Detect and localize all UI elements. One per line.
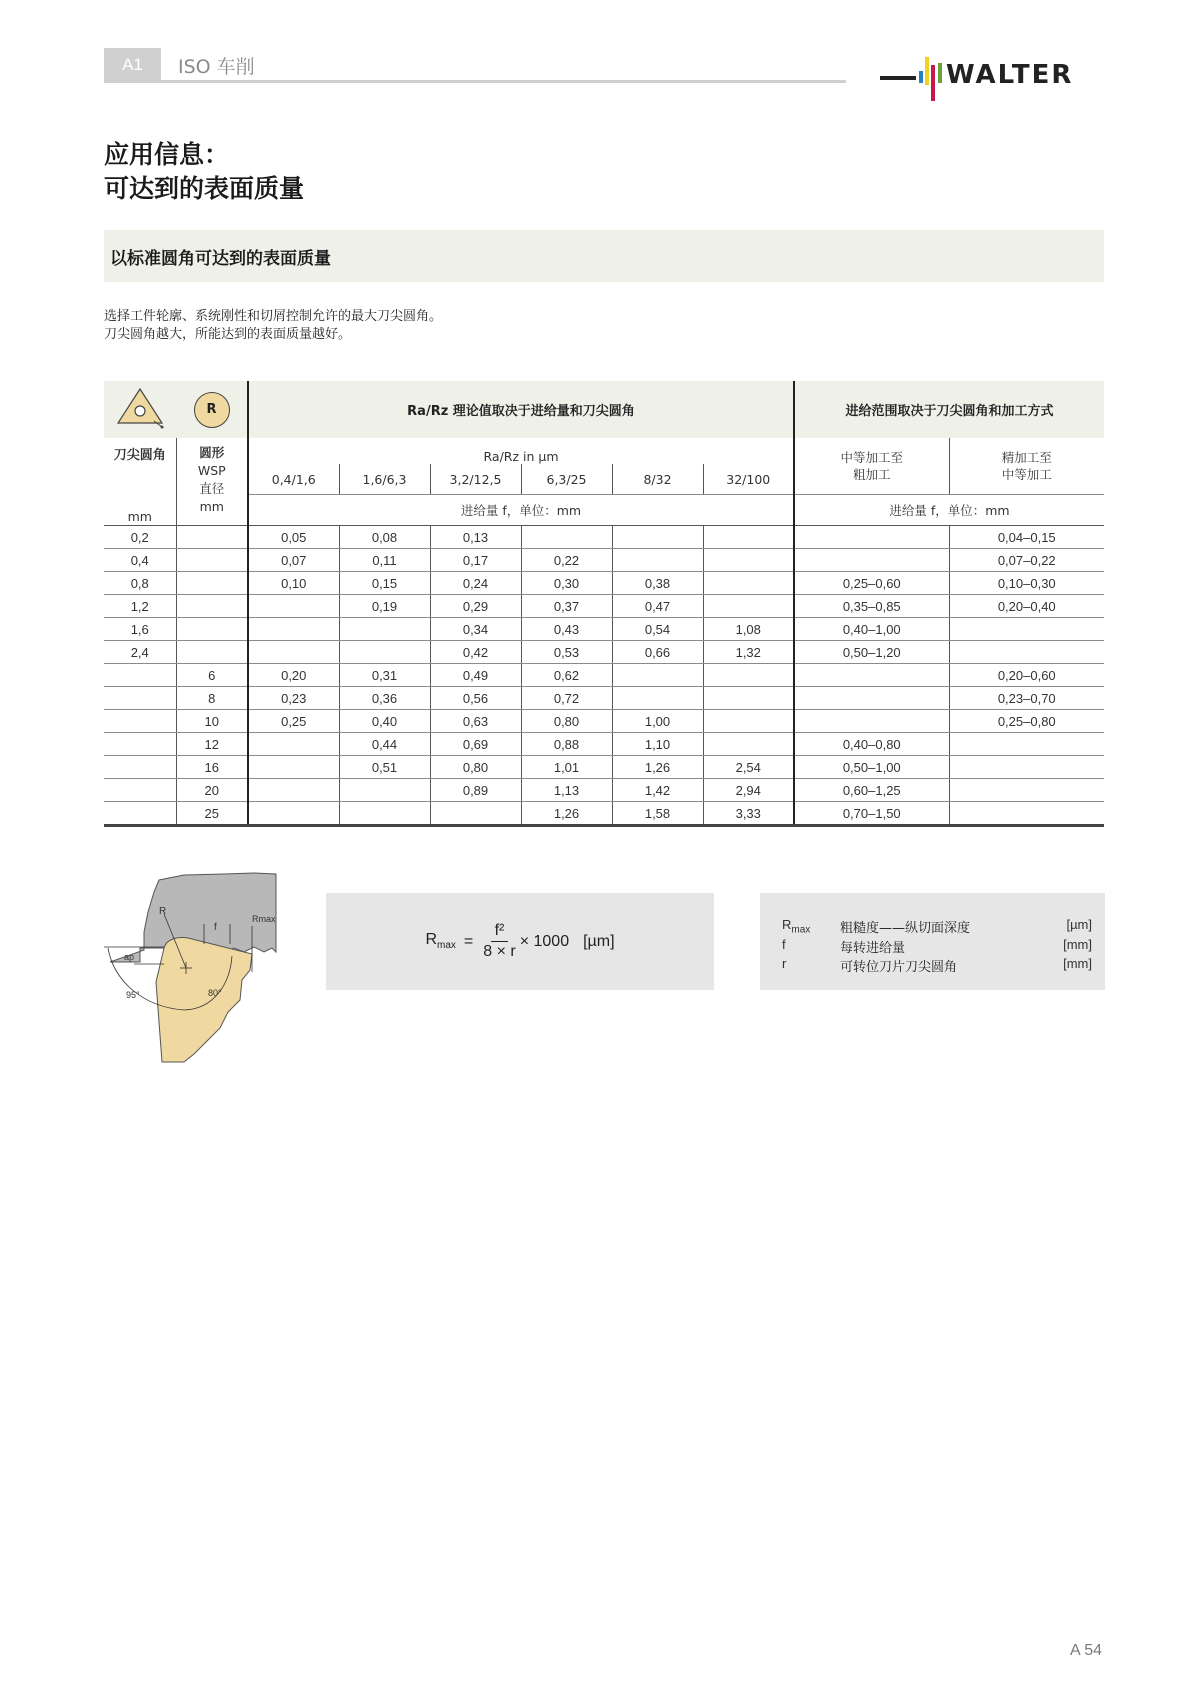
ra-rz-col: 0,4/1,6 <box>248 464 339 495</box>
round-diameter-cell: 12 <box>176 733 248 756</box>
nose-radius-cell <box>104 687 176 710</box>
table-row <box>104 733 1104 756</box>
ra-rz-value-cell: 0,63 <box>430 710 521 733</box>
ra-rz-value-cell <box>430 802 521 826</box>
feed-range-medium-rough-cell <box>794 710 949 733</box>
col-finish-medium-line1: 精加工至 <box>1001 450 1052 465</box>
ra-rz-value-cell: 0,20 <box>248 664 339 687</box>
formula-fraction <box>483 922 515 961</box>
feed-range-medium-rough-cell: 0,70–1,50 <box>794 802 949 826</box>
formula-equals: = <box>463 932 474 950</box>
group-ra-rz-title: Ra/Rz 理论值取决于进给量和刀尖圆角 <box>248 381 794 438</box>
round-diameter-cell <box>176 595 248 618</box>
feed-unit-row <box>104 495 1104 526</box>
table-row <box>104 802 1104 826</box>
legend-row <box>782 917 1092 936</box>
feed-range-finish-medium-cell <box>949 618 1104 641</box>
svg-text:WALTER: WALTER <box>946 60 1074 90</box>
col-finish-medium <box>949 438 1104 495</box>
feed-range-finish-medium-cell <box>949 756 1104 779</box>
ra-rz-value-cell: 1,10 <box>612 733 703 756</box>
section-badge: A1 <box>104 48 161 82</box>
round-diameter-cell: 6 <box>176 664 248 687</box>
formula-denominator: 8 × r <box>483 943 516 960</box>
svg-text:Rmax: Rmax <box>252 914 276 924</box>
ra-rz-value-cell: 0,11 <box>339 549 430 572</box>
legend-symbol-main: R <box>782 917 792 932</box>
ra-rz-value-cell: 0,51 <box>339 756 430 779</box>
round-diameter-cell <box>176 618 248 641</box>
feed-range-medium-rough-cell: 0,25–0,60 <box>794 572 949 595</box>
col-round-diameter <box>176 438 248 526</box>
legend-unit: [mm] <box>1063 937 1092 952</box>
ra-rz-value-cell: 0,54 <box>612 618 703 641</box>
round-diameter-cell: 10 <box>176 710 248 733</box>
ra-rz-value-cell: 0,37 <box>521 595 612 618</box>
col-nose-radius-unit: mm <box>127 509 152 524</box>
ra-rz-value-cell: 0,38 <box>612 572 703 595</box>
ra-rz-value-cell <box>703 710 794 733</box>
ra-rz-value-cell <box>248 802 339 826</box>
round-diameter-cell: 20 <box>176 779 248 802</box>
ra-rz-value-cell: 0,40 <box>339 710 430 733</box>
ra-rz-value-cell <box>703 572 794 595</box>
ra-rz-value-cell <box>248 779 339 802</box>
ra-rz-value-cell: 0,89 <box>430 779 521 802</box>
formula-lhs-sub: max <box>437 940 456 952</box>
formula-lhs-symbol: R <box>425 931 437 949</box>
legend-unit: [mm] <box>1063 956 1092 971</box>
feed-range-finish-medium-cell: 0,04–0,15 <box>949 526 1104 549</box>
formula-numerator: f² <box>491 922 509 942</box>
col-round-label3: 直径 <box>199 481 225 496</box>
ra-rz-value-cell <box>339 779 430 802</box>
ra-rz-value-cell: 1,13 <box>521 779 612 802</box>
ra-rz-value-cell: 0,43 <box>521 618 612 641</box>
nose-radius-cell <box>104 664 176 687</box>
ra-rz-value-cell <box>703 526 794 549</box>
feed-range-finish-medium-cell <box>949 641 1104 664</box>
table-row <box>104 687 1104 710</box>
walter-logo <box>878 45 1108 105</box>
col-medium-rough-line1: 中等加工至 <box>840 450 903 465</box>
table-subheader-row <box>104 438 1104 464</box>
nose-radius-cell <box>104 710 176 733</box>
round-diameter-cell: 25 <box>176 802 248 826</box>
feed-range-finish-medium-cell: 0,10–0,30 <box>949 572 1104 595</box>
table-row <box>104 549 1104 572</box>
ra-rz-value-cell: 1,01 <box>521 756 612 779</box>
ra-rz-value-cell <box>703 664 794 687</box>
formula-lhs <box>425 931 455 951</box>
ra-rz-value-cell: 0,49 <box>430 664 521 687</box>
svg-text:ap: ap <box>124 952 135 962</box>
round-insert-icon <box>194 392 230 428</box>
nose-radius-cell: 0,2 <box>104 526 176 549</box>
legend-unit: [µm] <box>1066 917 1092 932</box>
feed-unit-right: 进给量 f，单位：mm <box>794 495 1104 526</box>
ra-rz-value-cell: 0,80 <box>430 756 521 779</box>
ra-rz-value-cell: 0,08 <box>339 526 430 549</box>
ra-rz-value-cell: 0,47 <box>612 595 703 618</box>
ra-rz-unit: Ra/Rz in µm <box>248 438 794 464</box>
feed-range-medium-rough-cell <box>794 526 949 549</box>
insert-cutting-diagram-icon <box>104 872 280 1064</box>
ra-rz-value-cell: 0,22 <box>521 549 612 572</box>
triangle-insert-icon <box>112 383 168 433</box>
nose-radius-cell: 0,8 <box>104 572 176 595</box>
legend-description: 粗糙度——纵切面深度 <box>840 921 971 936</box>
ra-rz-value-cell: 0,10 <box>248 572 339 595</box>
nose-radius-cell: 0,4 <box>104 549 176 572</box>
section-heading: 以标准圆角可达到的表面质量 <box>110 249 331 269</box>
ra-rz-value-cell: 0,29 <box>430 595 521 618</box>
feed-range-finish-medium-cell <box>949 733 1104 756</box>
col-medium-rough <box>794 438 949 495</box>
page-number: A 54 <box>1070 1642 1103 1659</box>
feed-range-finish-medium-cell: 0,25–0,80 <box>949 710 1104 733</box>
feed-range-finish-medium-cell: 0,20–0,60 <box>949 664 1104 687</box>
ra-rz-value-cell: 0,30 <box>521 572 612 595</box>
formula-unit: [µm] <box>583 932 615 950</box>
legend-description: 每转进给量 <box>840 941 906 956</box>
section-title: ISO 车削 <box>178 56 255 78</box>
ra-rz-value-cell <box>521 526 612 549</box>
col-round-label1: 圆形 <box>199 445 225 460</box>
round-diameter-cell: 16 <box>176 756 248 779</box>
nose-radius-cell <box>104 733 176 756</box>
round-insert-cell <box>176 381 248 438</box>
ra-rz-value-cell <box>248 641 339 664</box>
ra-rz-value-cell: 0,62 <box>521 664 612 687</box>
legend-symbol: r <box>782 956 787 971</box>
ra-rz-value-cell: 0,23 <box>248 687 339 710</box>
ra-rz-value-cell: 0,15 <box>339 572 430 595</box>
ra-rz-value-cell <box>339 802 430 826</box>
page-title-line2: 可达到的表面质量 <box>104 174 305 203</box>
nose-radius-cell <box>104 779 176 802</box>
ra-rz-value-cell <box>612 526 703 549</box>
ra-rz-value-cell: 0,19 <box>339 595 430 618</box>
ra-rz-value-cell <box>612 687 703 710</box>
ra-rz-col: 3,2/12,5 <box>430 464 521 495</box>
ra-rz-value-cell: 0,34 <box>430 618 521 641</box>
ra-rz-value-cell: 0,25 <box>248 710 339 733</box>
feed-range-medium-rough-cell <box>794 664 949 687</box>
ra-rz-value-cell <box>612 549 703 572</box>
ra-rz-value-cell: 0,31 <box>339 664 430 687</box>
ra-rz-value-cell <box>703 595 794 618</box>
ra-rz-value-cell: 0,24 <box>430 572 521 595</box>
ra-rz-value-cell: 1,42 <box>612 779 703 802</box>
ra-rz-value-cell: 1,08 <box>703 618 794 641</box>
ra-rz-value-cell: 0,36 <box>339 687 430 710</box>
ra-rz-value-cell: 0,07 <box>248 549 339 572</box>
svg-text:95°: 95° <box>126 990 140 1000</box>
ra-rz-value-cell: 0,05 <box>248 526 339 549</box>
ra-rz-value-cell: 0,56 <box>430 687 521 710</box>
col-nose-radius <box>104 438 176 526</box>
feed-range-medium-rough-cell: 0,50–1,00 <box>794 756 949 779</box>
ra-rz-value-cell: 0,88 <box>521 733 612 756</box>
ra-rz-value-cell: 0,17 <box>430 549 521 572</box>
ra-rz-value-cell: 0,53 <box>521 641 612 664</box>
intro-line2: 刀尖圆角越大，所能达到的表面质量越好。 <box>104 327 352 342</box>
svg-text:80°: 80° <box>208 988 222 998</box>
table-row <box>104 618 1104 641</box>
svg-text:f: f <box>214 922 217 933</box>
ra-rz-value-cell: 0,13 <box>430 526 521 549</box>
triangle-insert-cell <box>104 381 176 438</box>
round-diameter-cell <box>176 526 248 549</box>
ra-rz-value-cell: 2,54 <box>703 756 794 779</box>
ra-rz-value-cell <box>703 733 794 756</box>
round-diameter-cell: 8 <box>176 687 248 710</box>
ra-rz-col: 32/100 <box>703 464 794 495</box>
table-row <box>104 595 1104 618</box>
legend-description: 可转位刀片刀尖圆角 <box>840 960 958 975</box>
ra-rz-value-cell: 1,32 <box>703 641 794 664</box>
table-row <box>104 526 1104 549</box>
ra-rz-col: 1,6/6,3 <box>339 464 430 495</box>
intro-line1: 选择工件轮廓、系统刚性和切屑控制允许的最大刀尖圆角。 <box>104 309 443 324</box>
nose-radius-cell <box>104 756 176 779</box>
legend-row <box>782 937 1092 956</box>
legend-symbol-sub: max <box>791 924 811 936</box>
group-feed-range-title: 进给范围取决于刀尖圆角和加工方式 <box>794 381 1104 438</box>
ra-rz-value-cell: 0,69 <box>430 733 521 756</box>
nose-radius-cell <box>104 802 176 826</box>
round-diameter-cell <box>176 549 248 572</box>
legend-symbol <box>782 917 840 936</box>
feed-range-medium-rough-cell: 0,40–0,80 <box>794 733 949 756</box>
feed-range-medium-rough-cell <box>794 549 949 572</box>
feed-range-finish-medium-cell <box>949 779 1104 802</box>
intro-text <box>104 308 442 344</box>
table-row <box>104 664 1104 687</box>
col-round-label2: WSP <box>197 463 226 478</box>
col-nose-radius-label: 刀尖圆角 <box>113 448 166 463</box>
ra-rz-value-cell: 1,26 <box>612 756 703 779</box>
header-rule <box>104 80 846 83</box>
nose-radius-cell: 1,2 <box>104 595 176 618</box>
ra-rz-value-cell <box>703 687 794 710</box>
ra-rz-col: 6,3/25 <box>521 464 612 495</box>
table-row <box>104 710 1104 733</box>
feed-range-finish-medium-cell <box>949 802 1104 826</box>
feed-range-medium-rough-cell: 0,35–0,85 <box>794 595 949 618</box>
page-title-line1: 应用信息： <box>104 140 230 169</box>
ra-rz-value-cell <box>703 549 794 572</box>
svg-text:R: R <box>159 906 167 917</box>
table-row <box>104 779 1104 802</box>
table-row <box>104 756 1104 779</box>
ra-rz-value-cell: 0,80 <box>521 710 612 733</box>
ra-rz-value-cell: 0,66 <box>612 641 703 664</box>
nose-radius-cell: 1,6 <box>104 618 176 641</box>
table-body <box>104 526 1104 826</box>
page-title <box>104 138 304 206</box>
round-diameter-cell <box>176 572 248 595</box>
feed-range-medium-rough-cell: 0,50–1,20 <box>794 641 949 664</box>
ra-rz-value-cell <box>248 595 339 618</box>
ra-rz-value-cell: 1,26 <box>521 802 612 826</box>
ra-rz-value-cell: 0,72 <box>521 687 612 710</box>
feed-range-finish-medium-cell: 0,07–0,22 <box>949 549 1104 572</box>
legend-row <box>782 956 1092 975</box>
ra-rz-value-cell: 0,42 <box>430 641 521 664</box>
cutting-geometry-diagram <box>104 872 280 1064</box>
ra-rz-value-cell <box>339 641 430 664</box>
ra-rz-value-cell <box>248 756 339 779</box>
table-row <box>104 641 1104 664</box>
walter-logo-icon <box>878 45 1108 105</box>
nose-radius-cell: 2,4 <box>104 641 176 664</box>
surface-quality-table <box>104 381 1104 827</box>
col-finish-medium-line2: 中等加工 <box>1001 467 1052 482</box>
formula-multiplier: × 1000 <box>519 932 570 950</box>
col-medium-rough-line2: 粗加工 <box>852 467 891 482</box>
ra-rz-value-cell: 2,94 <box>703 779 794 802</box>
legend-box <box>760 893 1105 990</box>
ra-rz-value-cell: 3,33 <box>703 802 794 826</box>
round-insert-label: R <box>206 402 217 417</box>
col-round-unit: mm <box>199 499 224 514</box>
formula-box <box>326 893 714 990</box>
feed-unit-left: 进给量 f，单位：mm <box>248 495 794 526</box>
legend-symbol: f <box>782 937 786 952</box>
round-diameter-cell <box>176 641 248 664</box>
feed-range-finish-medium-cell: 0,20–0,40 <box>949 595 1104 618</box>
ra-rz-value-cell: 0,44 <box>339 733 430 756</box>
table-header-row <box>104 381 1104 438</box>
feed-range-medium-rough-cell <box>794 687 949 710</box>
feed-range-medium-rough-cell: 0,40–1,00 <box>794 618 949 641</box>
ra-rz-value-cell: 1,00 <box>612 710 703 733</box>
ra-rz-value-cell <box>339 618 430 641</box>
ra-rz-value-cell <box>248 733 339 756</box>
feed-range-finish-medium-cell: 0,23–0,70 <box>949 687 1104 710</box>
ra-rz-value-cell <box>612 664 703 687</box>
ra-rz-value-cell: 1,58 <box>612 802 703 826</box>
ra-rz-col: 8/32 <box>612 464 703 495</box>
ra-rz-value-cell <box>248 618 339 641</box>
feed-range-medium-rough-cell: 0,60–1,25 <box>794 779 949 802</box>
table-row <box>104 572 1104 595</box>
